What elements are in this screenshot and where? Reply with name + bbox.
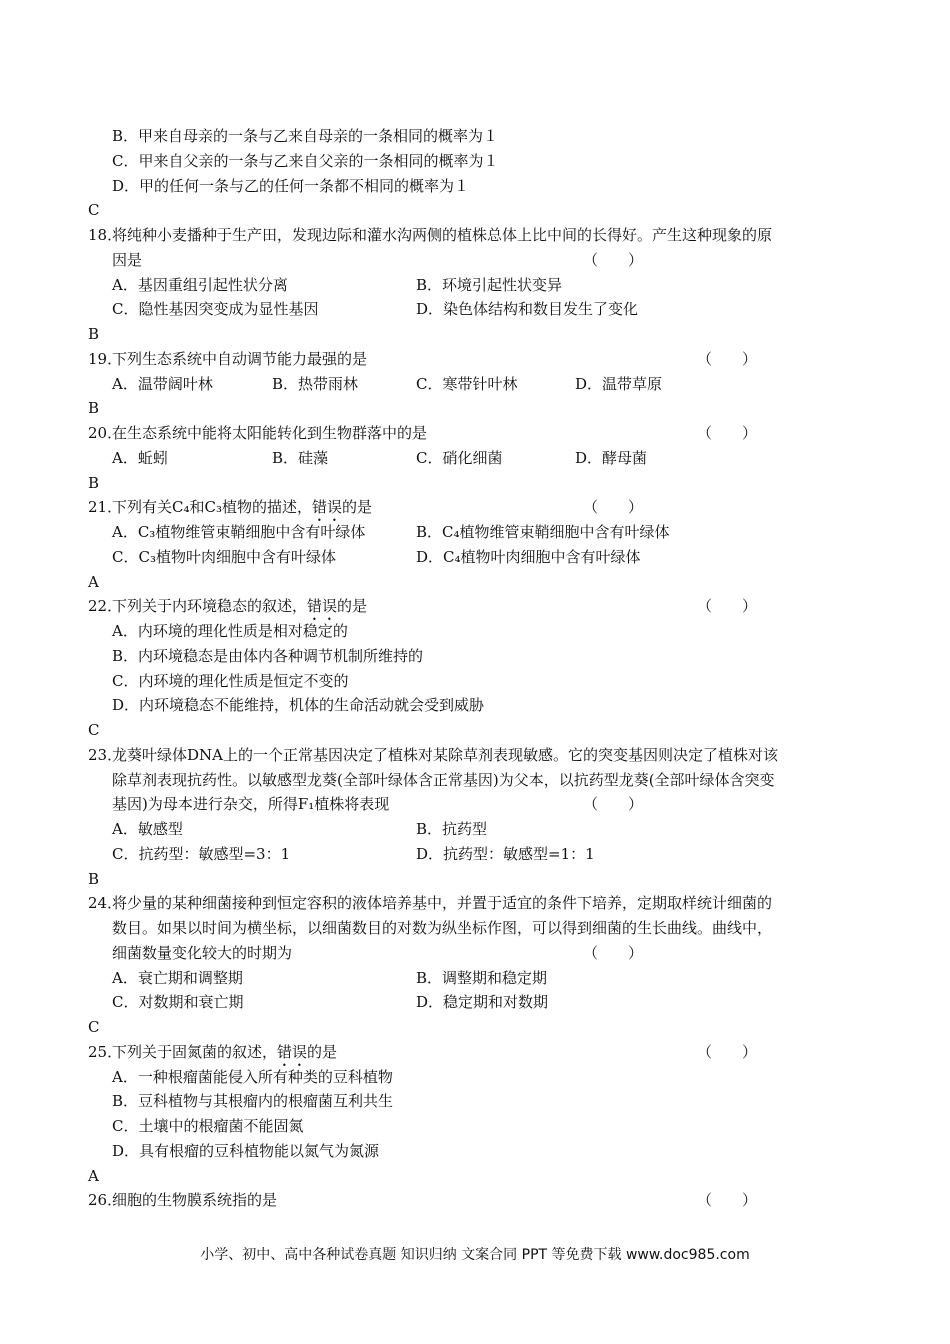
question-stem-text: 将少量的某种细菌接种到恒定容积的液体培养基中，并置于适宜的条件下培养，定期取样统计细菌的	[112, 894, 773, 913]
option: D．C₄植物叶肉细胞中含有叶绿体	[416, 547, 641, 566]
options-line	[0, 1114, 950, 1139]
question-stem-text: 细菌数量变化较大的时期为	[112, 943, 293, 962]
option-line	[0, 149, 950, 174]
option: D．具有根瘤的豆科植物能以氮气为氮源	[112, 1141, 380, 1160]
question-stem-text: 在生态系统中能将太阳能转化到生物群落中的是	[112, 424, 428, 442]
option: A．一种根瘤菌能侵入所有种类的豆科植物	[112, 1067, 393, 1086]
option: C．土壤中的根瘤菌不能固氮	[112, 1117, 304, 1135]
answer: B	[88, 869, 100, 888]
option-line	[0, 174, 950, 199]
option: A．内环境的理化性质是相对稳定的	[112, 622, 348, 640]
question-stem-line	[0, 495, 950, 520]
answer-line	[0, 396, 950, 421]
option: C．寒带针叶林	[416, 374, 518, 393]
options-line	[0, 693, 950, 718]
options-line	[0, 1065, 950, 1090]
options-line	[0, 1139, 950, 1164]
option: B．热带雨林	[272, 374, 359, 393]
option: C．隐性基因突变成为显性基因	[112, 300, 319, 319]
answer-blank: （ ）	[697, 424, 758, 442]
options-line	[0, 644, 950, 669]
options-line	[0, 545, 950, 570]
question-stem-line	[0, 1188, 950, 1213]
question-number: 22．	[88, 597, 123, 616]
answer-blank: （ ）	[697, 1191, 758, 1210]
question-number: 24．	[88, 894, 123, 913]
options-line	[0, 273, 950, 298]
options-line	[0, 372, 950, 397]
question-number: 20．	[88, 424, 123, 442]
answer: C	[88, 721, 100, 739]
answer: C	[88, 201, 100, 220]
option: D．抗药型：敏感型=1：1	[416, 844, 595, 863]
question-stem-text: 下列生态系统中自动调节能力最强的是	[112, 349, 368, 368]
stem-part: 的是	[342, 498, 373, 517]
option: A．温带阔叶林	[112, 374, 213, 393]
options-line	[0, 842, 950, 867]
option: B．C₄植物维管束鞘细胞中含有叶绿体	[416, 523, 670, 541]
option: B．内环境稳态是由体内各种调节机制所维持的	[112, 646, 424, 665]
options-line	[0, 966, 950, 991]
emphasized-text: 错误	[311, 498, 342, 517]
emphasized-text: 错误	[277, 1042, 308, 1061]
answer: B	[88, 325, 100, 343]
option: D．甲的任何一条与乙的任何一条都不相同的概率为１	[112, 176, 470, 195]
answer: B	[88, 399, 100, 418]
options-line	[0, 619, 950, 644]
option: D．温带草原	[575, 374, 663, 393]
option: C．内环境的理化性质是恒定不变的	[112, 671, 349, 690]
option: A．基因重组引起性状分离	[112, 275, 288, 294]
answer-line	[0, 198, 950, 223]
option: B．硅藻	[272, 448, 329, 467]
option: A．C₃植物维管束鞘细胞中含有叶绿体	[112, 523, 366, 541]
question-stem-line	[0, 792, 950, 817]
emphasized-text: 错误	[307, 597, 338, 616]
answer: A	[88, 1166, 99, 1185]
option: A．衰亡期和调整期	[112, 968, 243, 987]
question-number: 18．	[88, 226, 123, 244]
stem-part: 下列有关C₄和C₃植物的描述，	[112, 498, 312, 517]
answer: C	[88, 1018, 100, 1036]
option: A．蚯蚓	[112, 448, 168, 467]
stem-part: 下列关于内环境稳态的叙述，	[112, 597, 308, 616]
stem-part: 的是	[337, 597, 368, 616]
footer-banner: 小学、初中、高中各种试卷真题 知识归纳 文案合同 PPT 等免费下载 www.doc985.com	[200, 1247, 750, 1263]
question-stem-text: 除草剂表现抗药性。以敏感型龙葵(全部叶绿体含正常基因)为父本，以抗药型龙葵(全部叶绿体含突变	[112, 770, 775, 789]
answer-blank: （ ）	[697, 1042, 758, 1061]
option: C．硝化细菌	[416, 448, 503, 467]
options-line	[0, 446, 950, 471]
question-number: 25．	[88, 1042, 123, 1061]
question-stem-line	[0, 768, 950, 793]
answer-blank: （ ）	[697, 597, 758, 616]
answer-line	[0, 1164, 950, 1189]
question-stem-line	[0, 248, 950, 273]
options-line	[0, 817, 950, 842]
option: D．内环境稳态不能维持，机体的生命活动就会受到威胁	[112, 696, 485, 715]
question-stem-text: 数目。如果以时间为横坐标，以细菌数目的对数为纵坐标作图，可以得到细菌的生长曲线。曲线中，	[112, 919, 773, 937]
option: C．抗药型：敏感型=3：1	[112, 844, 291, 863]
options-line	[0, 990, 950, 1015]
question-stem-line	[0, 223, 950, 248]
option: D．染色体结构和数目发生了变化	[416, 300, 639, 319]
answer-line	[0, 1015, 950, 1040]
question-stem-text: 龙葵叶绿体DNA上的一个正常基因决定了植株对某除草剂表现敏感。它的突变基因则决定了植株对该	[112, 745, 778, 764]
option: B．豆科植物与其根瘤内的根瘤菌互利共生	[112, 1092, 394, 1111]
answer: B	[88, 473, 100, 492]
question-stem-text: 因是	[112, 250, 143, 269]
question-number: 19．	[88, 349, 123, 368]
answer-line	[0, 322, 950, 347]
option-line	[0, 124, 950, 149]
question-number: 21．	[88, 498, 123, 517]
question-stem-line	[0, 941, 950, 966]
answer-blank: （ ）	[697, 349, 758, 368]
question-stem-text: 细胞的生物膜系统指的是	[112, 1191, 278, 1210]
option: B．调整期和稳定期	[416, 968, 548, 987]
option: D．稳定期和对数期	[416, 993, 549, 1012]
answer-blank: （ ）	[583, 250, 644, 269]
answer-blank: （ ）	[583, 795, 644, 814]
option: B．甲来自母亲的一条与乙来自母亲的一条相同的概率为１	[112, 127, 499, 145]
question-stem-text: 基因)为母本进行杂交，所得F₁植株将表现	[112, 795, 390, 814]
stem-part: 下列关于固氮菌的叙述，	[112, 1042, 278, 1061]
option: B．抗药型	[416, 820, 488, 838]
answer: A	[88, 572, 99, 591]
question-number: 23．	[88, 745, 123, 764]
exam-document	[0, 124, 950, 1213]
question-stem-line	[0, 421, 950, 446]
answer-blank: （ ）	[583, 943, 644, 962]
question-stem-text: 将纯种小麦播种于生产田，发现边际和灌水沟两侧的植株总体上比中间的长得好。产生这种现象的原	[112, 226, 773, 244]
answer-line	[0, 867, 950, 892]
options-line	[0, 669, 950, 694]
options-line	[0, 1089, 950, 1114]
question-stem-line	[0, 347, 950, 372]
question-stem-line	[0, 891, 950, 916]
stem-part: 的是	[307, 1042, 338, 1061]
option: D．酵母菌	[575, 448, 648, 467]
options-line	[0, 520, 950, 545]
answer-line	[0, 570, 950, 595]
option: C．C₃植物叶肉细胞中含有叶绿体	[112, 547, 336, 566]
question-number: 26．	[88, 1191, 123, 1210]
question-stem-line	[0, 743, 950, 768]
question-stem-line	[0, 594, 950, 619]
option: B．环境引起性状变异	[416, 275, 563, 294]
option: C．对数期和衰亡期	[112, 993, 244, 1012]
options-line	[0, 297, 950, 322]
answer-line	[0, 718, 950, 743]
answer-line	[0, 471, 950, 496]
question-stem-line	[0, 916, 950, 941]
option: A．敏感型	[112, 820, 183, 838]
answer-blank: （ ）	[583, 498, 644, 517]
option: C．甲来自父亲的一条与乙来自父亲的一条相同的概率为１	[112, 151, 499, 170]
question-stem-line	[0, 1040, 950, 1065]
